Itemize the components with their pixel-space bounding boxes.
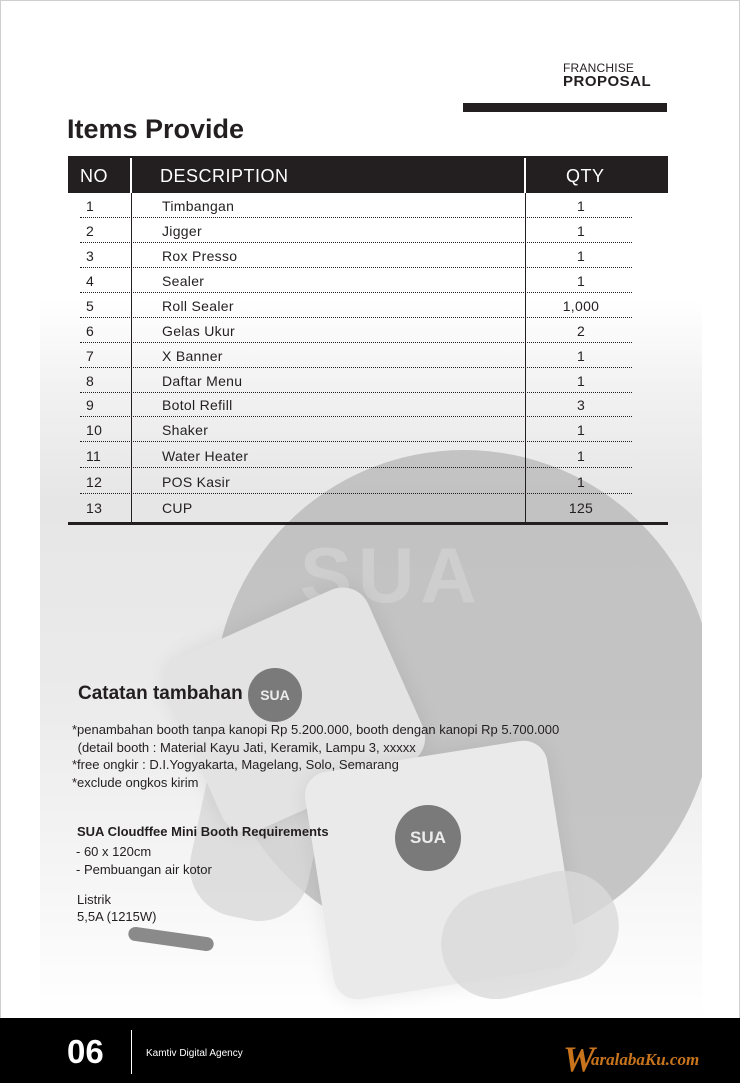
table-row bbox=[68, 243, 668, 268]
row-dotted-rule bbox=[80, 467, 632, 468]
footer-divider bbox=[131, 1030, 132, 1074]
requirement-item: - 60 x 120cm bbox=[76, 844, 152, 859]
cell-qty: 1 bbox=[576, 373, 586, 389]
cell-description: X Banner bbox=[162, 348, 223, 364]
table-body bbox=[68, 193, 668, 523]
cell-qty: 1 bbox=[576, 273, 586, 289]
cell-qty: 1 bbox=[576, 348, 586, 364]
watermark-logo bbox=[563, 1038, 699, 1080]
table-row bbox=[68, 268, 668, 293]
cell-qty: 1 bbox=[576, 474, 586, 490]
power-label: Listrik bbox=[77, 892, 111, 907]
notes-title: Catatan tambahan bbox=[78, 683, 243, 704]
cell-description: POS Kasir bbox=[162, 474, 231, 490]
cell-qty: 3 bbox=[576, 397, 586, 413]
cell-qty: 1 bbox=[576, 248, 586, 264]
cell-description: Sealer bbox=[162, 273, 205, 289]
header-bar bbox=[463, 103, 667, 112]
note-line: (detail booth : Material Kayu Jati, Keramik, Lampu 3, xxxxx bbox=[74, 740, 416, 755]
cell-no: 9 bbox=[86, 397, 95, 413]
cell-description: Shaker bbox=[162, 422, 209, 438]
photo-disc-text: SUA bbox=[300, 531, 483, 619]
table-row bbox=[68, 293, 668, 318]
column-header-no: NO bbox=[80, 166, 108, 186]
cell-description: Botol Refill bbox=[162, 397, 233, 413]
cell-description: Daftar Menu bbox=[162, 373, 243, 389]
power-value: 5,5A (1215W) bbox=[77, 909, 157, 924]
cell-description: Rox Presso bbox=[162, 248, 238, 264]
cell-no: 11 bbox=[86, 448, 102, 464]
header-franchise: FRANCHISE bbox=[563, 61, 635, 75]
column-header-qty: QTY bbox=[566, 166, 605, 186]
note-line: *free ongkir : D.I.Yogyakarta, Magelang, Solo, Semarang bbox=[72, 757, 399, 772]
cell-description: Jigger bbox=[162, 223, 202, 239]
note-line: *exclude ongkos kirim bbox=[72, 775, 199, 790]
cell-description: CUP bbox=[162, 500, 193, 516]
cell-description: Water Heater bbox=[162, 448, 249, 464]
requirement-item: - Pembuangan air kotor bbox=[76, 862, 212, 877]
cell-description: Roll Sealer bbox=[162, 298, 234, 314]
items-table bbox=[68, 156, 668, 523]
table-row bbox=[68, 218, 668, 243]
pouch-logo-right: SUA bbox=[395, 805, 461, 871]
agency-name: Kamtiv Digital Agency bbox=[146, 1048, 243, 1059]
cell-no: 13 bbox=[86, 500, 103, 516]
requirements-title: SUA Cloudffee Mini Booth Requirements bbox=[77, 824, 329, 839]
pouch-logo-left: SUA bbox=[248, 668, 302, 722]
cell-qty: 2 bbox=[576, 323, 586, 339]
table-row bbox=[68, 193, 668, 218]
header-divider bbox=[524, 158, 526, 193]
cell-no: 5 bbox=[86, 298, 95, 314]
cell-qty: 1 bbox=[576, 448, 586, 464]
column-header-description: DESCRIPTION bbox=[160, 166, 289, 186]
table-row bbox=[68, 392, 668, 417]
cell-no: 12 bbox=[86, 474, 103, 490]
cell-no: 6 bbox=[86, 323, 95, 339]
row-dotted-rule bbox=[80, 441, 632, 442]
cell-no: 1 bbox=[86, 198, 95, 214]
cell-no: 8 bbox=[86, 373, 95, 389]
page-number: 06 bbox=[67, 1033, 104, 1070]
watermark-text: aralabaKu.com bbox=[591, 1050, 700, 1069]
note-line: *penambahan booth tanpa kanopi Rp 5.200.000, booth dengan kanopi Rp 5.700.000 bbox=[72, 722, 560, 737]
cell-qty: 1 bbox=[576, 422, 586, 438]
cell-qty: 1 bbox=[576, 198, 586, 214]
cell-qty: 1 bbox=[576, 223, 586, 239]
table-row bbox=[68, 318, 668, 343]
header-proposal: PROPOSAL bbox=[563, 73, 652, 90]
table-header bbox=[68, 156, 668, 193]
table-row bbox=[68, 368, 668, 393]
table-row bbox=[68, 495, 668, 520]
cell-no: 10 bbox=[86, 422, 103, 438]
table-row bbox=[68, 469, 668, 494]
cell-qty: 125 bbox=[568, 500, 594, 516]
table-row bbox=[68, 343, 668, 368]
cell-qty: 1,000 bbox=[562, 298, 600, 314]
header-divider bbox=[130, 158, 132, 193]
cell-description: Timbangan bbox=[162, 198, 235, 214]
cell-no: 2 bbox=[86, 223, 95, 239]
table-row bbox=[68, 443, 668, 468]
cell-no: 3 bbox=[86, 248, 95, 264]
cell-no: 7 bbox=[86, 348, 95, 364]
page-title: Items Provide bbox=[67, 114, 245, 144]
watermark-initial: W bbox=[563, 1039, 596, 1079]
table-row bbox=[68, 417, 668, 442]
table-bottom-rule bbox=[68, 522, 668, 525]
footer bbox=[0, 1018, 740, 1083]
cell-description: Gelas Ukur bbox=[162, 323, 236, 339]
cell-no: 4 bbox=[86, 273, 95, 289]
row-dotted-rule bbox=[80, 493, 632, 494]
